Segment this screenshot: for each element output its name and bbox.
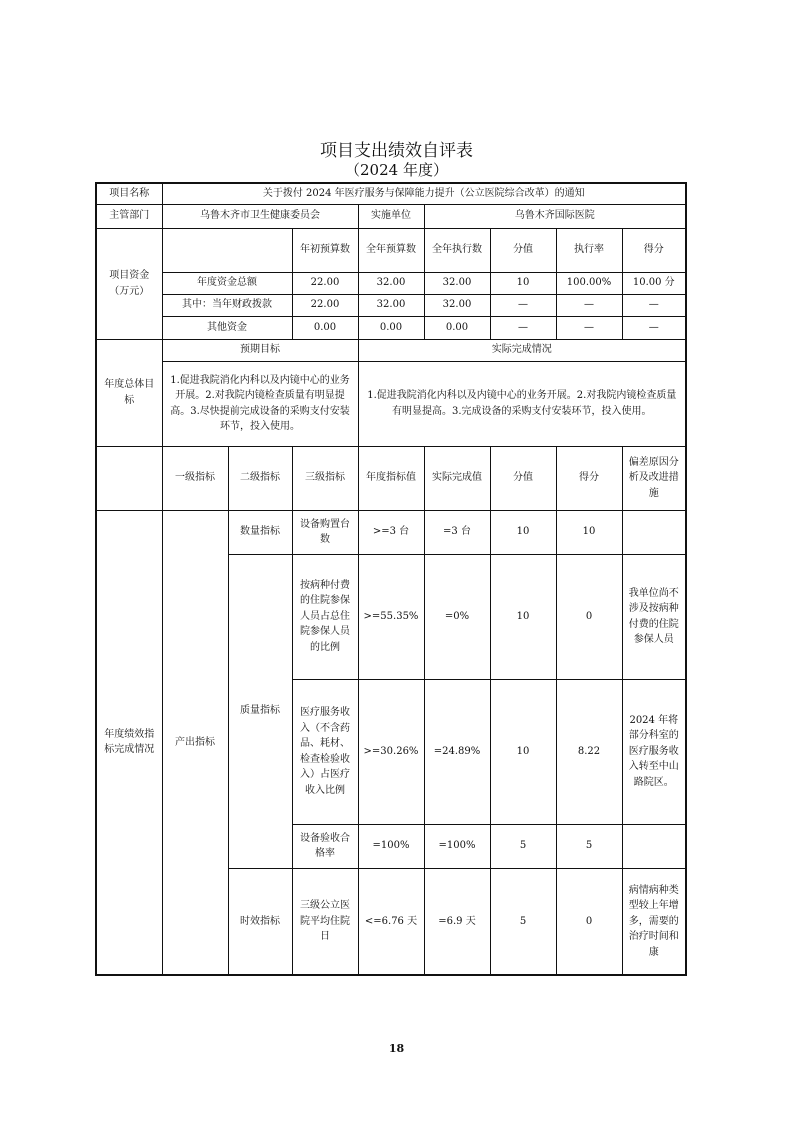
level2-timeliness: 时效指标 xyxy=(228,868,292,975)
funds-row-name: 其中：当年财政拨款 xyxy=(162,294,292,316)
level1-output-indicator: 产出指标 xyxy=(162,510,228,975)
funds-cell: — xyxy=(556,294,622,316)
actual-value: =100% xyxy=(424,824,490,868)
deviation-reason: 病情病种类型较上年增多，需要的治疗时间和康 xyxy=(622,868,686,975)
level3-indicator: 设备验收合格率 xyxy=(292,824,358,868)
funds-cell: 10.00 分 xyxy=(622,272,686,294)
funds-header-executed: 全年执行数 xyxy=(424,228,490,272)
actual-value: =0% xyxy=(424,554,490,679)
funds-cell: 100.00% xyxy=(556,272,622,294)
funds-cell: 0.00 xyxy=(358,316,424,339)
actual-value: =3 台 xyxy=(424,510,490,554)
header-annual-target: 年度指标值 xyxy=(358,446,424,510)
indicator-header-blank xyxy=(96,446,162,510)
level3-indicator: 医疗服务收入（不含药品、耗材、检查检验收入）占医疗收入比例 xyxy=(292,679,358,824)
header-level2: 二级指标 xyxy=(228,446,292,510)
funds-cell: 0.00 xyxy=(292,316,358,339)
funds-cell: 32.00 xyxy=(424,294,490,316)
target-value: =100% xyxy=(358,824,424,868)
impl-unit-value: 乌鲁木齐国际医院 xyxy=(424,204,686,228)
funds-cell: — xyxy=(622,294,686,316)
funds-header-score-weight: 分值 xyxy=(490,228,556,272)
weight-value: 10 xyxy=(490,679,556,824)
level3-indicator: 按病种付费的住院参保人员占总住院参保人员的比例 xyxy=(292,554,358,679)
funds-cell: 32.00 xyxy=(424,272,490,294)
form-year: （2024 年度） xyxy=(345,161,448,179)
score-value: 8.22 xyxy=(556,679,622,824)
deviation-reason xyxy=(622,824,686,868)
target-value: <=6.76 天 xyxy=(358,868,424,975)
funds-cell: 32.00 xyxy=(358,294,424,316)
indicator-section-label: 年度绩效指标完成情况 xyxy=(96,510,162,975)
dept-value: 乌鲁木齐市卫生健康委员会 xyxy=(162,204,358,228)
level2-quality: 质量指标 xyxy=(228,554,292,868)
funds-cell: 22.00 xyxy=(292,294,358,316)
target-value: >=55.35% xyxy=(358,554,424,679)
goals-label: 年度总体目标 xyxy=(96,339,162,446)
self-evaluation-table xyxy=(95,182,687,976)
funds-cell: 22.00 xyxy=(292,272,358,294)
funds-header-annual-budget: 全年预算数 xyxy=(358,228,424,272)
expected-goal-text: 1.促进我院消化内科以及内镜中心的业务开展。2.对我院内镜检查质量有明显提高。3.尽快提前完成设备的采购支付安装环节，投入使用。 xyxy=(162,361,358,446)
score-value: 0 xyxy=(556,554,622,679)
target-value: >=30.26% xyxy=(358,679,424,824)
funds-cell: — xyxy=(490,316,556,339)
level3-indicator: 三级公立医院平均住院日 xyxy=(292,868,358,975)
actual-completion-text: 1.促进我院消化内科以及内镜中心的业务开展。2.对我院内镜检查质量有明显提高。3.完成设备的采购支付安装环节，投入使用。 xyxy=(358,361,686,446)
funds-cell: 10 xyxy=(490,272,556,294)
page-number: 18 xyxy=(388,1042,405,1055)
deviation-reason xyxy=(622,510,686,554)
funds-label: 项目资金（万元） xyxy=(96,228,162,339)
funds-cell: — xyxy=(490,294,556,316)
funds-header-score: 得分 xyxy=(622,228,686,272)
funds-row-name: 其他资金 xyxy=(162,316,292,339)
header-level3: 三级指标 xyxy=(292,446,358,510)
actual-completion-header: 实际完成情况 xyxy=(358,339,686,361)
actual-value: =24.89% xyxy=(424,679,490,824)
dept-label: 主管部门 xyxy=(96,204,162,228)
header-weight: 分值 xyxy=(490,446,556,510)
funds-cell: 0.00 xyxy=(424,316,490,339)
header-deviation-reason: 偏差原因分析及改进措施 xyxy=(622,446,686,510)
level2-quantity: 数量指标 xyxy=(228,510,292,554)
project-name-value: 关于拨付 2024 年医疗服务与保障能力提升（公立医院综合改革）的通知 xyxy=(162,183,686,204)
score-value: 0 xyxy=(556,868,622,975)
weight-value: 10 xyxy=(490,554,556,679)
funds-cell: — xyxy=(556,316,622,339)
project-name-label: 项目名称 xyxy=(96,183,162,204)
header-actual-value: 实际完成值 xyxy=(424,446,490,510)
funds-header-exec-rate: 执行率 xyxy=(556,228,622,272)
funds-cell: — xyxy=(622,316,686,339)
impl-unit-label: 实施单位 xyxy=(358,204,424,228)
score-value: 5 xyxy=(556,824,622,868)
actual-value: =6.9 天 xyxy=(424,868,490,975)
weight-value: 5 xyxy=(490,824,556,868)
deviation-reason: 我单位尚不涉及按病种付费的住院参保人员 xyxy=(622,554,686,679)
funds-row-name: 年度资金总额 xyxy=(162,272,292,294)
header-level1: 一级指标 xyxy=(162,446,228,510)
header-score: 得分 xyxy=(556,446,622,510)
deviation-reason: 2024 年将部分科室的医疗服务收入转至中山路院区。 xyxy=(622,679,686,824)
funds-header-initial-budget: 年初预算数 xyxy=(292,228,358,272)
form-title: 项目支出绩效自评表 xyxy=(320,141,473,161)
funds-cell: 32.00 xyxy=(358,272,424,294)
level3-indicator: 设备购置台数 xyxy=(292,510,358,554)
weight-value: 10 xyxy=(490,510,556,554)
weight-value: 5 xyxy=(490,868,556,975)
expected-goal-header: 预期目标 xyxy=(162,339,358,361)
funds-header-blank xyxy=(162,228,292,272)
target-value: >=3 台 xyxy=(358,510,424,554)
score-value: 10 xyxy=(556,510,622,554)
